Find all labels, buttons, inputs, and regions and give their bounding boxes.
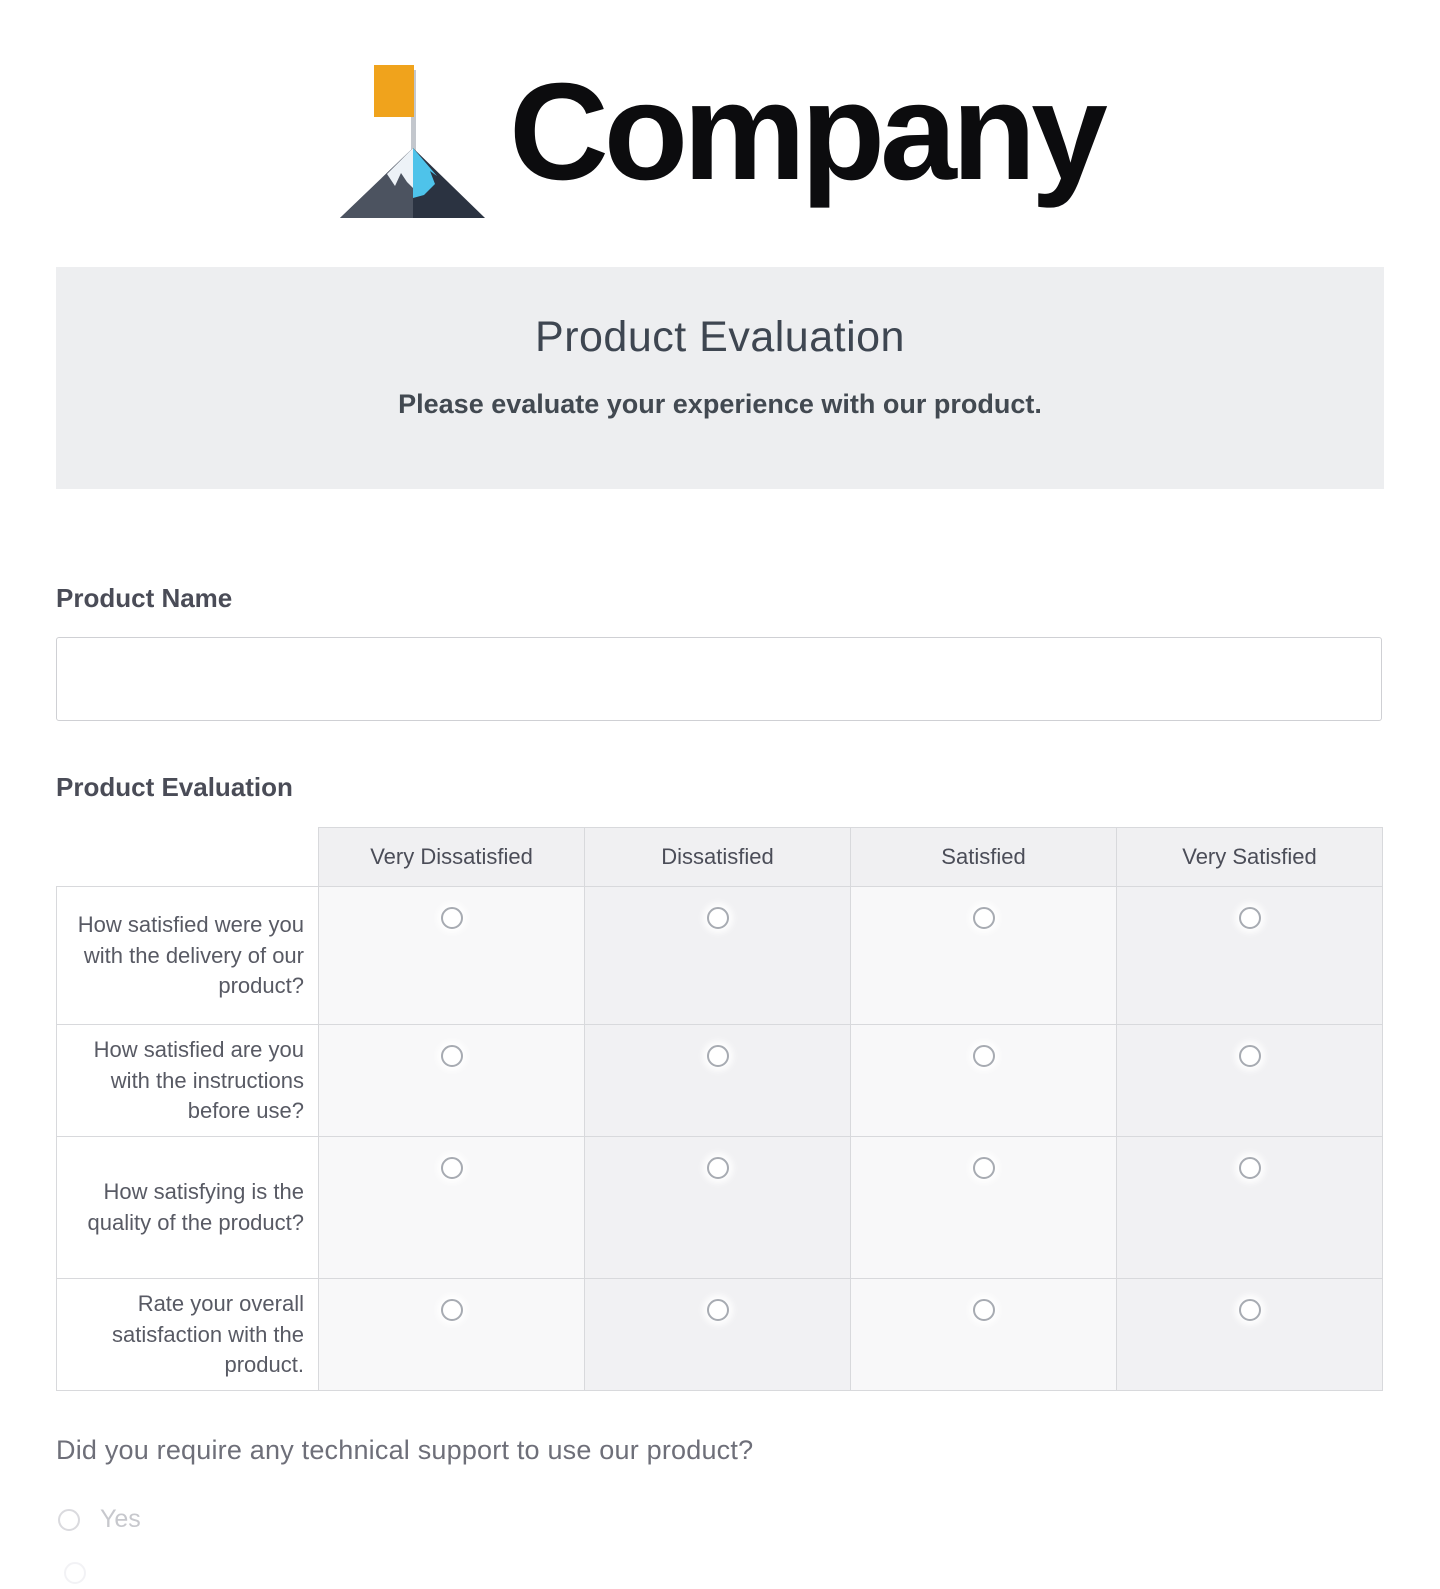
matrix-cell-very-dissatisfied (319, 1025, 585, 1137)
radio-button[interactable] (1239, 907, 1261, 929)
product-name-label: Product Name (56, 583, 233, 613)
matrix-column-header: Satisfied (851, 828, 1117, 887)
radio-button[interactable] (707, 1299, 729, 1321)
product-name-input[interactable] (56, 637, 1382, 721)
matrix-cell-very-satisfied (1117, 1279, 1383, 1391)
matrix-column-header: Dissatisfied (585, 828, 851, 887)
option-row-partial (56, 1562, 1384, 1589)
radio-button[interactable] (441, 907, 463, 929)
matrix-cell-satisfied (851, 1137, 1117, 1279)
radio-button[interactable] (1239, 1299, 1261, 1321)
matrix-cell-dissatisfied (585, 1137, 851, 1279)
company-logo (0, 0, 1440, 228)
matrix-cell-dissatisfied (585, 1025, 851, 1137)
radio-button[interactable] (441, 1045, 463, 1067)
matrix-cell-dissatisfied (585, 1279, 851, 1391)
matrix-column-header: Very Dissatisfied (319, 828, 585, 887)
evaluation-matrix-table (56, 827, 1383, 1391)
matrix-corner-cell (57, 828, 319, 887)
radio-button[interactable] (58, 1509, 80, 1531)
matrix-cell-dissatisfied (585, 887, 851, 1025)
radio-button[interactable] (441, 1157, 463, 1179)
radio-button[interactable] (973, 1045, 995, 1067)
radio-button[interactable] (973, 907, 995, 929)
tech-support-question-label: Did you require any technical support to use our product? (56, 1435, 754, 1466)
matrix-row-label: How satisfying is the quality of the product? (57, 1137, 319, 1279)
radio-button[interactable] (707, 1045, 729, 1067)
matrix-cell-satisfied (851, 887, 1117, 1025)
matrix-cell-very-dissatisfied (319, 1279, 585, 1391)
matrix-section-label: Product Evaluation (56, 771, 293, 802)
tech-support-question-block (56, 1435, 1384, 1589)
matrix-row (57, 1137, 1383, 1279)
form-header (56, 267, 1384, 489)
matrix-row-label: Rate your overall satisfaction with the product. (57, 1279, 319, 1391)
matrix-row (57, 887, 1383, 1025)
matrix-column-header: Very Satisfied (1117, 828, 1383, 887)
matrix-body (57, 887, 1383, 1391)
matrix-row-label: How satisfied were you with the delivery of our product? (57, 887, 319, 1025)
matrix-cell-very-dissatisfied (319, 1137, 585, 1279)
tech-support-options (56, 1505, 1384, 1534)
matrix-cell-satisfied (851, 1025, 1117, 1137)
option-label: Yes (100, 1505, 141, 1534)
company-name: Company (509, 55, 1103, 209)
matrix-header-row (57, 828, 1383, 887)
form-subtitle: Please evaluate your experience with our product. (398, 389, 1042, 419)
radio-button-partial[interactable] (64, 1562, 86, 1584)
matrix-cell-satisfied (851, 1279, 1117, 1391)
radio-button[interactable] (441, 1299, 463, 1321)
radio-button[interactable] (1239, 1045, 1261, 1067)
radio-button[interactable] (1239, 1157, 1261, 1179)
matrix-row-label: How satisfied are you with the instructions before use? (57, 1025, 319, 1137)
mountain-flag-logo-icon (337, 55, 487, 223)
form-title: Product Evaluation (535, 313, 905, 361)
matrix-cell-very-satisfied (1117, 1025, 1383, 1137)
option-row-yes[interactable] (56, 1505, 1384, 1534)
radio-button[interactable] (707, 1157, 729, 1179)
radio-button[interactable] (707, 907, 729, 929)
matrix-cell-very-dissatisfied (319, 887, 585, 1025)
matrix-cell-very-satisfied (1117, 1137, 1383, 1279)
matrix-cell-very-satisfied (1117, 887, 1383, 1025)
matrix-row (57, 1279, 1383, 1391)
form-content (56, 584, 1384, 1589)
radio-button[interactable] (973, 1299, 995, 1321)
matrix-row (57, 1025, 1383, 1137)
radio-button[interactable] (973, 1157, 995, 1179)
